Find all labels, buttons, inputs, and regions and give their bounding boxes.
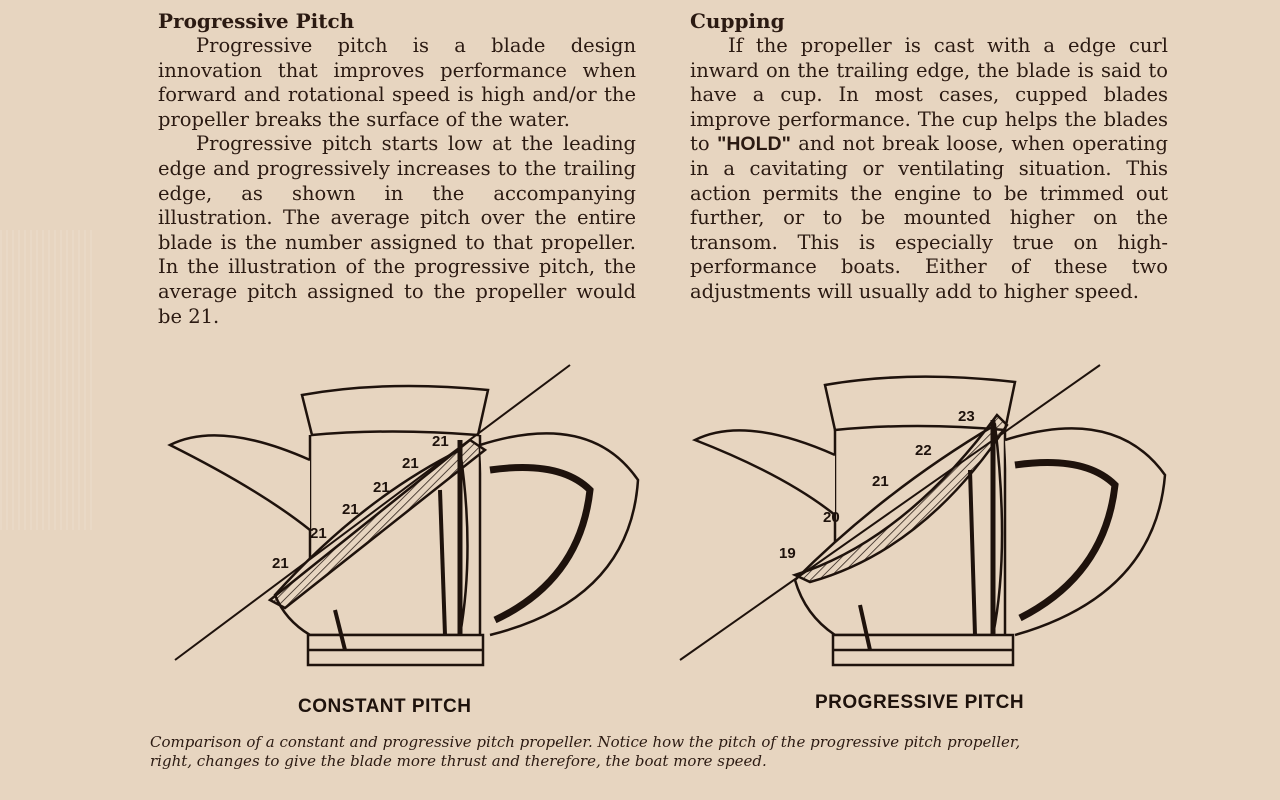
pitch-mark: 21 (872, 473, 889, 490)
progressive-pitch-propeller-illustration (675, 350, 1175, 720)
caption-line: right, changes to give the blade more thrust and therefore, the boat more speed. (150, 752, 767, 770)
page-speckle (0, 230, 95, 530)
section-heading: Cupping (690, 9, 785, 33)
paragraph-text: and not break loose, when operating in a cavitating or ventilating situation. This action permits the engine to be trimmed out further, or to be mounted higher on the transom. This is especially true on high-performance boats. Either of these two adjustments will usually add to higher speed. (690, 132, 1168, 303)
paragraph: Progressive pitch starts low at the leading edge and progressively increases to the trailing edge, as shown in the accompanying illustration. The average pitch over the entire blade is the number assigned to that propeller. In the illustration of the progressive pitch, the average pitch assigned to the propeller would be 21. (158, 132, 636, 328)
pitch-mark: 22 (915, 442, 932, 459)
figure-label: CONSTANT PITCH (298, 696, 472, 717)
pitch-mark: 21 (373, 479, 390, 496)
paragraph: Progressive pitch is a blade design innovation that improves performance when forward and rotational speed is high and/or the propeller breaks the surface of the water. (158, 34, 636, 131)
section-heading: Progressive Pitch (158, 9, 355, 33)
paragraph (690, 34, 1168, 305)
pitch-mark: 21 (342, 501, 359, 518)
cupping-section (690, 8, 1168, 305)
figure-label: PROGRESSIVE PITCH (815, 692, 1025, 713)
paragraph-text: If the propeller is cast with a edge curl inward on the trailing edge, the blade is said to have a cup. In most cases, cupped blades improve performance. The cup helps the blades to (690, 34, 1168, 156)
progressive-pitch-figure (675, 350, 1175, 720)
figure-caption (150, 733, 1190, 771)
constant-pitch-figure (160, 350, 640, 720)
pitch-mark: 21 (432, 433, 449, 450)
progressive-pitch-section (158, 8, 636, 329)
pitch-mark: 21 (272, 555, 289, 572)
pitch-mark: 20 (823, 509, 840, 526)
pitch-mark: 21 (402, 455, 419, 472)
caption-line: Comparison of a constant and progressive pitch propeller. Notice how the pitch of the progressive pitch propeller, (150, 733, 1021, 751)
pitch-mark: 19 (779, 545, 796, 562)
pitch-mark: 23 (958, 408, 975, 425)
constant-pitch-propeller-illustration (160, 350, 640, 720)
pitch-mark: 21 (310, 525, 327, 542)
hold-emphasis: "HOLD" (717, 133, 791, 156)
